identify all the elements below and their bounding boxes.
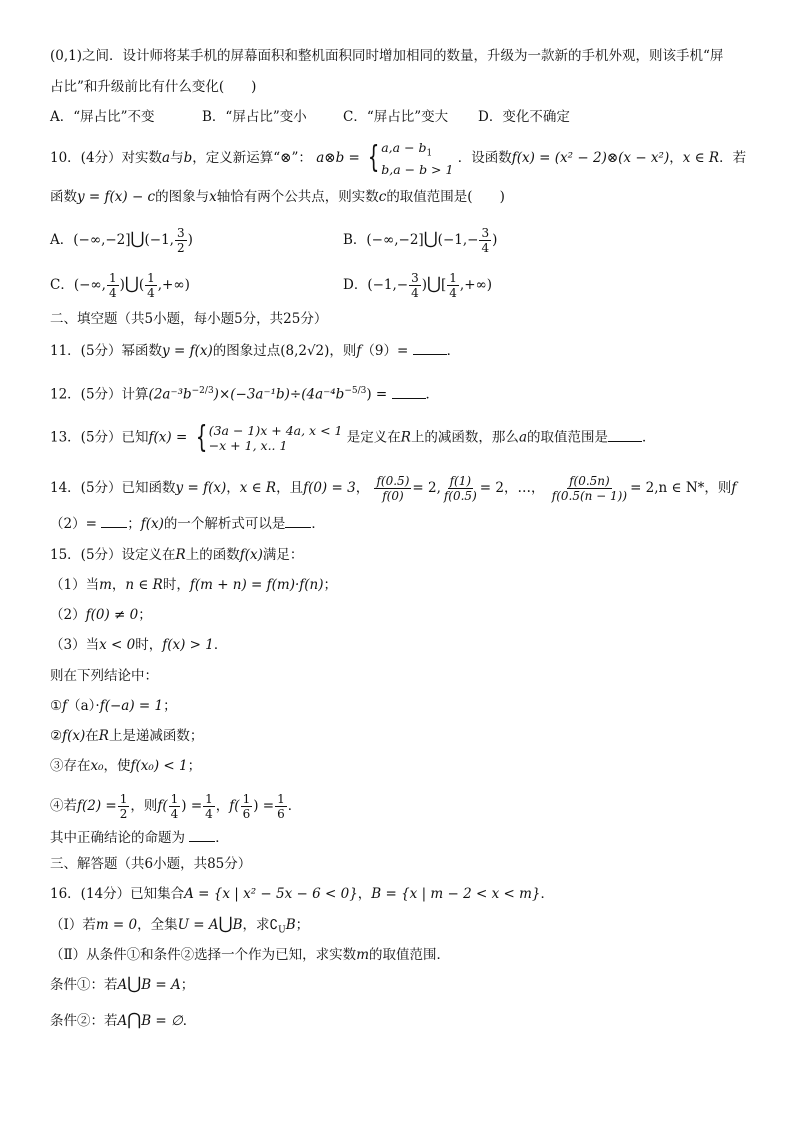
q15-var: x₀ (90, 758, 104, 774)
q16-var: B (232, 917, 243, 933)
q16-text: ， (357, 886, 372, 902)
q14-text: ， (226, 480, 240, 496)
numerator: f(0.5) (376, 474, 410, 488)
q15-expr: f(x₀) < 1 (130, 758, 188, 774)
denominator: 4 (449, 286, 457, 300)
denominator: f(0.5) (443, 489, 477, 503)
q16-var: A (117, 1013, 128, 1029)
q16-expr: B = A (141, 977, 181, 993)
answer-blank[interactable] (101, 515, 127, 528)
q9-option-d: D．变化不确定 (478, 109, 570, 125)
q10-text: ，定义新运算“ (192, 149, 281, 166)
q14-expr: y = f(x) (175, 480, 227, 496)
otimes-symbol: ⊗ (280, 149, 292, 166)
q15-var: R (175, 547, 186, 563)
answer-blank[interactable] (285, 515, 311, 528)
numerator: 1 (205, 792, 213, 806)
q16-text: ； (295, 917, 310, 933)
q15-result-1 (50, 697, 177, 715)
numerator: 1 (170, 792, 179, 806)
q13-text: 13．(5分）已知 (50, 429, 149, 446)
q15-text: （a）· (67, 698, 100, 714)
q15-condition-1 (50, 576, 337, 594)
q13-text: 是定义在 (346, 429, 401, 446)
complement-symbol: ∁ (269, 917, 279, 933)
q14-text: = 2, (412, 480, 441, 496)
q11-point: (8,2√2) (280, 343, 330, 359)
q16-var: m (356, 947, 369, 963)
fraction (145, 271, 157, 300)
union-symbol: ⋃ (124, 274, 139, 294)
numerator: f(0.5n) (569, 474, 610, 488)
q12-text: ． (425, 386, 440, 403)
fraction (203, 792, 215, 821)
q16-expr: m = 0 (95, 917, 138, 933)
q9-option-a: A．“屏占比”不变 (50, 109, 155, 125)
q16-expr: B = ∅ (141, 1013, 183, 1029)
denominator: 4 (170, 807, 179, 821)
fraction (409, 271, 421, 300)
q10-func-2: (x − x²) (618, 149, 670, 166)
q14-text: = 2,n ∈ N* (630, 480, 705, 496)
q16-text: 条件②：若 (50, 1013, 118, 1029)
q15-var: R (98, 728, 109, 744)
q14-func: f (731, 480, 737, 496)
q10-text: 与 (170, 149, 184, 166)
q14-line-1 (50, 474, 736, 503)
fraction (447, 271, 459, 300)
q10-case-2: b,a − b > 1 (381, 161, 454, 177)
q16-text: ． (540, 886, 555, 902)
q14-text: 14．(5分）已知函数 (50, 480, 176, 496)
q13-text: 的取值范围是 (527, 429, 608, 446)
option-text: ,+∞) (157, 277, 190, 293)
q14-text: = 2 (479, 480, 504, 496)
q15-expr: n ∈ R (125, 577, 163, 593)
q13-var: R (400, 429, 411, 446)
q14-text: ，则 (704, 480, 732, 496)
q15-heading (50, 546, 303, 564)
q9-option-b: B．“屏占比”变小 (202, 109, 307, 125)
option-text: C．(−∞, (50, 277, 106, 293)
q14-expr: x ∈ R (239, 480, 277, 496)
fraction (550, 474, 629, 503)
q15-text: ； (323, 577, 338, 593)
option-text: ,+∞) (459, 277, 493, 293)
q15-text: 15．(5分）设定义在 (50, 547, 176, 563)
fraction (479, 226, 491, 255)
denominator: 4 (481, 241, 490, 255)
q12-exponent: −5/3 (344, 386, 367, 396)
q10-text: ”： (291, 149, 312, 166)
intro-line-2: 占比”和升级前比有什么变化( ) (50, 79, 257, 95)
q10-option-a: A．(−∞,−2]⋃(−1, $\frac{3}{2}$ ) (50, 226, 193, 255)
q15-expr: f( (157, 798, 168, 814)
q10-case-1: a,a − b (381, 140, 427, 155)
q10-var: x (209, 189, 217, 205)
answer-blank[interactable] (608, 429, 642, 442)
q10-var: c (378, 189, 387, 205)
option-text: ) (421, 277, 428, 293)
q12-text: ) = (366, 386, 388, 403)
numerator: 1 (277, 792, 285, 806)
numerator: 1 (108, 271, 117, 285)
numerator: 1 (449, 271, 457, 285)
q16-text: ，全集 (137, 917, 178, 933)
q15-text: ； (163, 698, 177, 714)
denominator: 6 (277, 807, 285, 821)
denominator: 6 (242, 807, 251, 821)
numerator: 3 (176, 226, 185, 240)
q15-text: ； (187, 758, 202, 774)
q15-expr: f(−a) = 1 (99, 698, 164, 714)
q10-line-2 (50, 188, 505, 206)
q10-option-b: B．(−∞,−2]⋃(−1,− $\frac{3}{4}$ ) (343, 226, 498, 255)
denominator: 4 (147, 286, 155, 300)
q12-expr: (2a⁻³b (148, 386, 192, 403)
q16-set-b: B = {x | m − 2 < x < m} (371, 886, 541, 902)
denominator: 2 (176, 241, 185, 255)
q15-expr: f( (229, 798, 240, 814)
q11-text: ，则 (329, 343, 357, 359)
numerator: 1 (119, 792, 128, 806)
option-text: B．(−∞,−2] (343, 232, 424, 248)
q16-text: （Ⅰ）若 (50, 917, 96, 933)
q16-var: B (285, 917, 296, 933)
q15-text: ， (215, 798, 230, 814)
numerator: 1 (147, 271, 155, 285)
q16-text: 条件①：若 (50, 977, 118, 993)
q15-text: 时， (162, 577, 190, 593)
q16-set-a: A = {x | x² − 5x − 6 < 0} (184, 886, 358, 902)
q10-piecewise (364, 140, 453, 177)
q10-expr: y = f(x) − c (77, 189, 156, 205)
denominator: f(0.5(n − 1)) (551, 489, 628, 503)
union-symbol: ⋃ (130, 229, 145, 249)
q16-part-1: （Ⅰ）若m = 0，全集U = A⋃B，求$∁_UB$； (50, 914, 310, 936)
denominator: 2 (119, 807, 128, 821)
q16-text: 的取值范围． (369, 947, 450, 963)
q15-condition-3 (50, 636, 227, 654)
q13-expr: f(x) = (148, 429, 188, 446)
q15-text: ③存在 (50, 758, 91, 774)
q11-text: （9）= (361, 343, 409, 359)
brace-symbol: { (367, 140, 380, 176)
q15-text: ， (111, 577, 126, 593)
q15-var: m (99, 577, 112, 593)
q13-var: a (518, 429, 527, 446)
q15-text: 时， (135, 637, 163, 653)
q15-expr: f(0) ≠ 0 (85, 607, 139, 623)
q14-text: （2）= (50, 516, 97, 532)
q11-text: 的图象过点 (212, 343, 281, 359)
q14-text: ； (127, 516, 141, 532)
q16-condition-2 (50, 1011, 196, 1030)
q14-expr: f(0) = 3 (303, 480, 356, 496)
q15-expr: x < 0 (99, 637, 136, 653)
q11 (50, 342, 460, 360)
q15-answer (50, 829, 229, 847)
q10-text: 的取值范围是( ) (386, 189, 505, 205)
q14-text: ，且 (276, 480, 304, 496)
section-2-heading: 二、填空题（共5小题，每小题5分，共25分） (50, 311, 328, 327)
otimes-symbol: ⊗ (606, 149, 619, 166)
q15-text: 在 (85, 728, 99, 744)
option-text: A．(−∞,−2] (50, 232, 131, 248)
option-text: (−1, (144, 232, 174, 248)
q15-text: ． (213, 637, 228, 653)
q15-text: 上的函数 (185, 547, 240, 563)
q15-text: ② (50, 728, 63, 744)
q15-text: ) = (253, 798, 275, 814)
fraction (107, 271, 119, 300)
fraction (442, 474, 479, 503)
fraction (275, 792, 287, 821)
option-text: ) (119, 277, 125, 293)
union-symbol: ⋃ (427, 274, 441, 294)
q15-condition-2 (50, 606, 152, 624)
denominator: 4 (108, 286, 117, 300)
q16-text: （Ⅱ）从条件①和条件②选择一个作为已知，求实数 (50, 947, 357, 963)
q15-expr: f(m + n) = f(m)·f(n) (189, 577, 324, 593)
numerator: f(1) (449, 474, 472, 488)
q14-line-2 (50, 515, 325, 533)
q16-text: 16．(14分）已知集合 (50, 886, 185, 902)
q13-case-1: (3a − 1)x + 4a, x < 1 (208, 423, 343, 438)
q11-text: ． (446, 343, 461, 359)
q15-text: 满足： (262, 547, 304, 563)
brace-symbol: { (195, 420, 207, 455)
q16-text: ，求 (242, 917, 270, 933)
q12-exponent: −2/3 (191, 386, 214, 396)
q15-text: ，使 (103, 758, 131, 774)
q15-text: （2） (50, 607, 86, 623)
q16-text: ； (180, 977, 195, 993)
q14-text: ，…， (503, 480, 545, 496)
q13-case-2: −x + 1, x.. 1 (208, 438, 288, 453)
denominator: 4 (411, 286, 419, 300)
q13-text: 上的减函数，那么 (410, 429, 519, 446)
option-text: (−1,− (437, 232, 479, 248)
q10-case-1-tail: 1 (426, 148, 433, 159)
q10-text: 函数 (50, 189, 77, 205)
q15-text: （3）当 (50, 637, 100, 653)
fraction (374, 474, 411, 503)
answer-blank[interactable] (392, 386, 426, 399)
q15-text: ，则 (130, 798, 158, 814)
q10-text: ．若 (719, 149, 747, 166)
q16-part-2 (50, 946, 450, 964)
q15-text: 其中正确结论的命题为 (50, 830, 185, 846)
otimes-symbol: ⊗ (324, 149, 336, 166)
denominator: 4 (205, 807, 213, 821)
numerator: 3 (411, 271, 419, 285)
q10-text: ， (669, 149, 683, 166)
intro-line-1: (0,1)之间．设计师将某手机的屏幕面积和整机面积同时增加相同的数量，升级为一款新的手机外观，则该手机“屏 (50, 48, 724, 64)
q15-expr: f(x) > 1 (162, 637, 214, 653)
q10-text: ．设函数 (457, 149, 512, 166)
q11-func: f (356, 343, 362, 359)
q11-text: 11．(5分）幂函数 (50, 343, 163, 359)
q14-expr: f(x) (140, 516, 164, 532)
q15-text: ) = (181, 798, 203, 814)
q16-var: A (117, 977, 128, 993)
q10-line-1: 10．(4分）对实数a与b，定义新运算“⊗”： a⊗b = { $a,a - b_1$ b,a − b > 1 ．设函数f(x) = (x² − 2)⊗(x − x²)，x ∈ R．若 (50, 140, 747, 177)
fraction (241, 792, 253, 821)
q10-domain: x ∈ R (682, 149, 720, 166)
q15-text: ． (287, 798, 302, 814)
q15-func: f (62, 698, 68, 714)
q15-result-4 (50, 792, 301, 821)
q15-text: （1）当 (50, 577, 100, 593)
numerator: 1 (242, 792, 251, 806)
intersection-symbol: ⋂ (127, 1010, 142, 1030)
q15-expr: f(x) (239, 547, 263, 563)
fraction (175, 226, 187, 255)
q15-then: 则在下列结论中： (50, 668, 158, 684)
q15-expr: f(2) = (77, 798, 117, 814)
fraction (169, 792, 181, 821)
q16-condition-1 (50, 975, 194, 994)
q10-func: f(x) = (x² − 2) (511, 149, 607, 166)
option-text: D．(−1,− (343, 277, 409, 293)
q13-text: ． (642, 429, 656, 446)
q14-text: ． (311, 516, 325, 532)
q12-expr: )×(−3a⁻¹b)÷(4a⁻⁴b (213, 386, 345, 403)
q11-expr: y = f(x) (162, 343, 213, 359)
q12-text: 12．(5分）计算 (50, 386, 149, 403)
q12 (50, 382, 439, 404)
section-3-heading: 三、解答题（共6小题，共85分） (50, 856, 252, 872)
q10-text: 轴恰有两个公共点，则实数 (216, 189, 379, 205)
q16-expr: U = A (177, 917, 219, 933)
answer-blank[interactable] (189, 829, 215, 842)
q15-expr: f(x) (62, 728, 86, 744)
q10-option-c: C．(−∞, $\frac{1}{4}$ )⋃( $\frac{1}{4}$ ,+∞) (50, 271, 190, 300)
q10-text: 的图象与 (155, 189, 210, 205)
denominator: f(0) (382, 489, 404, 503)
q15-text: ④若 (50, 798, 77, 814)
q15-result-2 (50, 727, 203, 745)
q15-text: 上是递减函数； (108, 728, 204, 744)
q10-prefix: 10．(4分）对实数 (50, 149, 163, 166)
q13 (50, 420, 656, 455)
q14-text: ， (355, 480, 370, 496)
fraction (118, 792, 130, 821)
q9-option-c: C．“屏占比”变大 (343, 109, 449, 125)
q14-text: 的一个解析式可以是 (163, 516, 286, 532)
q16-heading (50, 885, 554, 903)
union-symbol: ⋃ (218, 914, 233, 934)
q15-text: ． (215, 830, 229, 846)
numerator: 3 (481, 226, 490, 240)
union-symbol: ⋃ (423, 229, 438, 249)
q15-text: ； (138, 607, 152, 623)
q15-text: ① (50, 698, 63, 714)
q13-piecewise (192, 420, 343, 455)
q16-text: ． (182, 1013, 197, 1029)
q10-option-d: D．(−1,− $\frac{3}{4}$ )⋃[ $\frac{1}{4}$ ,+∞) (343, 271, 493, 300)
union-symbol: ⋃ (127, 974, 142, 994)
answer-blank[interactable] (413, 342, 447, 355)
q15-result-3 (50, 757, 201, 775)
